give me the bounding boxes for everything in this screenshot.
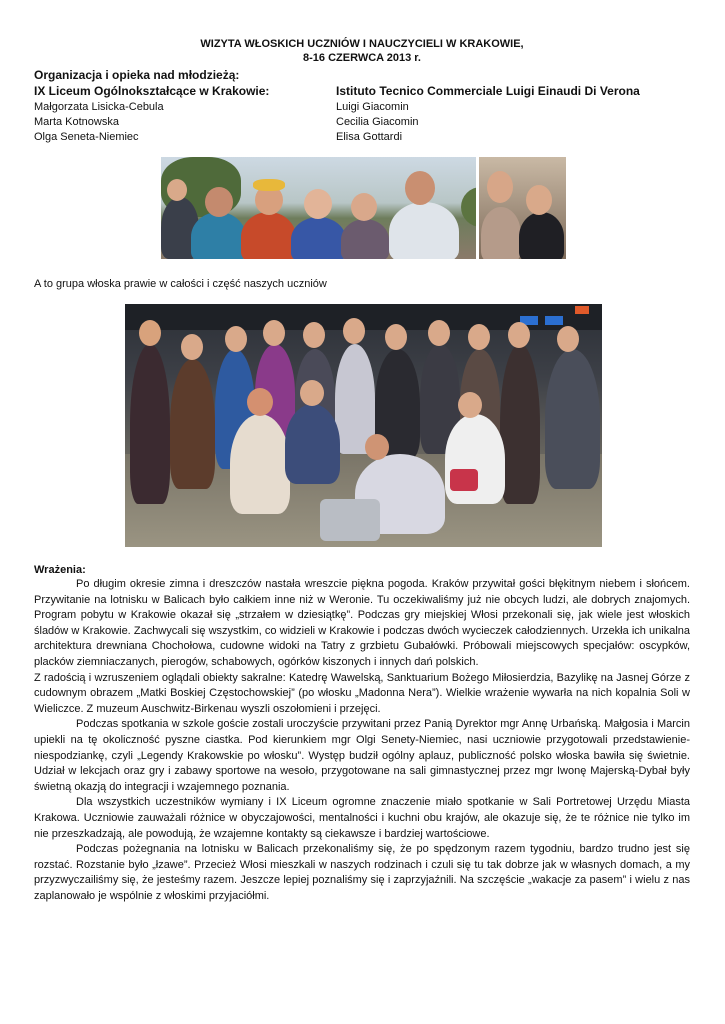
verona-school-column [336,84,640,145]
impressions-text [34,577,690,904]
paragraph: Podczas spotkania w szkole goście zostali uroczyście przywitani przez Panią Dyrektor mgr Annę Urbańską. Małgosia i Marcin upiekli na tę okoliczność pyszne ciastka. Pod kierunkiem mgr Olgi Senety-Niemiec, nasi uczniowie przygotowali przedstawienie-niespodziankę, czyli „Legendy Krakowskie po włosku”. Występ budził ogólny aplauz, publiczność polsko włoska bawiła się świetnie. Udział w lekcjach oraz gry i zabawy sportowe na wesoło, przygotowane na sali gimnastycznej przez mgr Iwonę Majerską-Dybał były świetną okazją do integracji i wzajemnego poznania. [34,718,690,793]
verona-school-name: Istituto Tecnico Commerciale Luigi Einaudi Di Verona [336,84,640,98]
verona-teacher: Luigi Giacomin [336,101,409,113]
teachers-group-photo [161,157,566,259]
paragraph: Podczas pożegnania na lotnisku w Balicach przekonaliśmy się, że po spędzonym razem tygodniu, bardzo trudno jest się rozstać. Rozstanie było „łzawe”. Przecież Włosi mieszkali w naszych rodzinach i czuli się tu tak dobrze jak w własnych domach, a my przyzwyczailiśmy się, że jesteśmy razem. Jeszcze lepiej poznaliśmy się i zaprzyjaźnili. Na szczęście „wakacje za pasem” i wielu z nas zaplanowało je wspólnie z włoskimi przyjaciółmi. [34,843,690,902]
krakow-teacher: Marta Kotnowska [34,116,119,128]
krakow-teacher: Olga Seneta-Niemiec [34,131,139,143]
organization-heading: Organizacja i opieka nad młodzieżą: [34,68,240,82]
photo-caption: A to grupa włoska prawie w całości i część naszych uczniów [34,278,327,290]
impressions-heading: Wrażenia: [34,564,86,576]
verona-teacher: Elisa Gottardi [336,131,403,143]
krakow-school-column [34,84,269,145]
paragraph: Z radością i wzruszeniem oglądali obiekty sakralne: Katedrę Wawelską, Sanktuarium Bożego Miłosierdzia, Bazylikę na Jasnej Górze z cudownym obrazem „Matki Boskiej Częstochowskiej” (po włosku „Madonna Nera”). Wielkie wrażenie wywarła na nich kopalnia Soli w Wieliczce. Z muzeum Auschwitz-Birkenau wyszli oszołomieni i przejęci. [34,671,690,715]
krakow-school-name: IX Liceum Ogólnokształcące w Krakowie: [34,84,270,98]
verona-teacher: Cecilia Giacomin [336,116,419,128]
paragraph: Po długim okresie zimna i dreszczów nastała wreszcie piękna pogoda. Kraków przywitał gości błękitnym niebem i słońcem. Przywitanie na lotnisku w Balicach było całkiem inne niż w Weronie. Tu oczekiwaliśmy już nie obcych ludzi, ale dobrych znajomych. Program pobytu w Krakowie okazał się „strzałem w dziesiątkę”. Podczas gry miejskiej Włosi przekonali się, jak wiele jest włoskich śladów w Krakowie. Zachwycali się wszystkim, co widzieli w Krakowie i podczas dwóch wycieczek całodziennych. Urzekła ich unikalna architektura drewniana Chochołowa, cudowne widoki na Tatry z grzbietu Gubałówki. Próbowali miejscowych specjałów: oscypków, placków ziemniaczanych, pierogów, schabowych, ogórków kiszonych i innych dań polskich. [34,578,690,668]
document-title [34,37,690,65]
krakow-teacher: Małgorzata Lisicka-Cebula [34,101,164,113]
title-line-1: WIZYTA WŁOSKICH UCZNIÓW I NAUCZYCIELI W KRAKOWIE, [200,38,524,50]
group-photo-airport [125,304,602,547]
paragraph: Dla wszystkich uczestników wymiany i IX Liceum ogromne znaczenie miało spotkanie w Sali Portretowej Urzędu Miasta Krakowa. Uczniowie zauważali różnice w obyczajowości, mentalności i kuchni obu krajów, ale okazuje się, że te różnice nie tylko im nie przeszkadzają, ale powodują, że wzajemne kontakty są ciekawsze i bardziej wartościowe. [34,796,690,840]
title-line-2: 8-16 CZERWCA 2013 r. [303,52,421,64]
